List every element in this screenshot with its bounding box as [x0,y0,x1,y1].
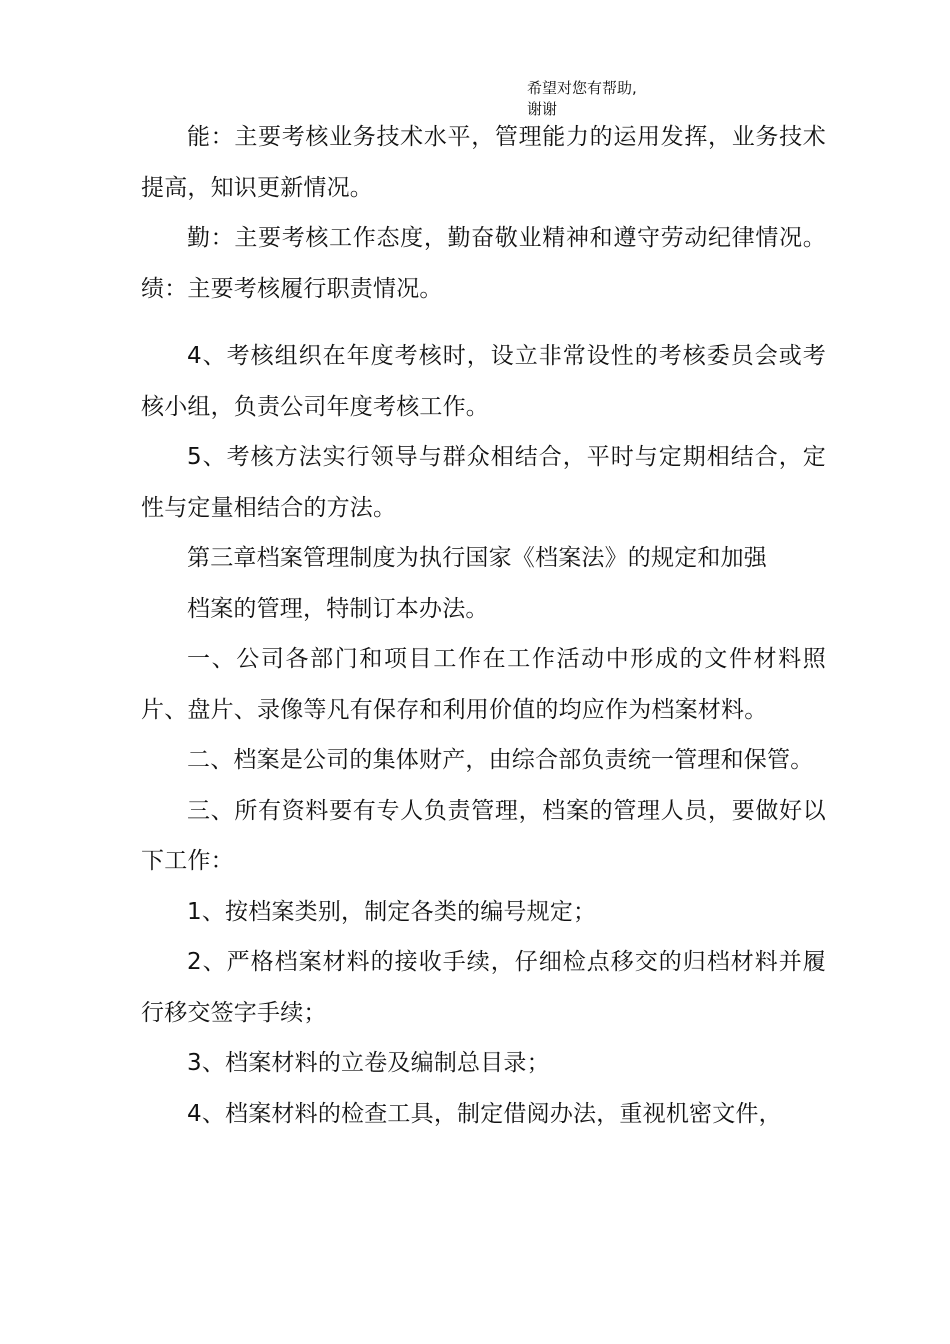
paragraph-assessment-method: 5、考核方法实行领导与群众相结合，平时与定期相结合，定性与定量相结合的方法。 [141,444,826,521]
paragraph-assessment-organization: 4、考核组织在年度考核时，设立非常设性的考核委员会或考核小组，负责公司年度考核工作。 [141,343,826,420]
header-note-line2: 谢谢 [527,100,558,118]
list-item-3: 3、档案材料的立卷及编制总目录； [187,1050,550,1076]
chapter-heading: 第三章档案管理制度为执行国家《档案法》的规定和加强 [187,545,767,571]
list-item-4: 4、档案材料的检查工具，制定借阅办法，重视机密文件， [187,1100,782,1127]
paragraph-diligence: 勤：主要考核工作态度，勤奋敬业精神和遵守劳动纪律情况。绩：主要考核履行职责情况。 [141,225,826,302]
document-body [141,112,826,1139]
paragraph-item-two: 二、档案是公司的集体财产，由综合部负责统一管理和保管。 [187,747,814,773]
paragraph-item-one: 一、公司各部门和项目工作在工作活动中形成的文件材料照片、盘片、录像等凡有保存和利用价值的均应作为档案材料。 [141,646,826,723]
chapter-heading-continued: 档案的管理，特制订本办法。 [187,595,489,622]
paragraph-item-three: 三、所有资料要有专人负责管理，档案的管理人员，要做好以下工作： [141,797,826,874]
list-item-1: 1、按档案类别，制定各类的编号规定； [187,898,597,925]
list-item-2: 2、严格档案材料的接收手续，仔细检点移交的归档材料并履行移交签字手续； [141,949,826,1026]
paragraph-ability: 能：主要考核业务技术水平，管理能力的运用发挥，业务技术提高，知识更新情况。 [141,124,826,201]
header-note-line1: 希望对您有帮助, [527,79,637,97]
